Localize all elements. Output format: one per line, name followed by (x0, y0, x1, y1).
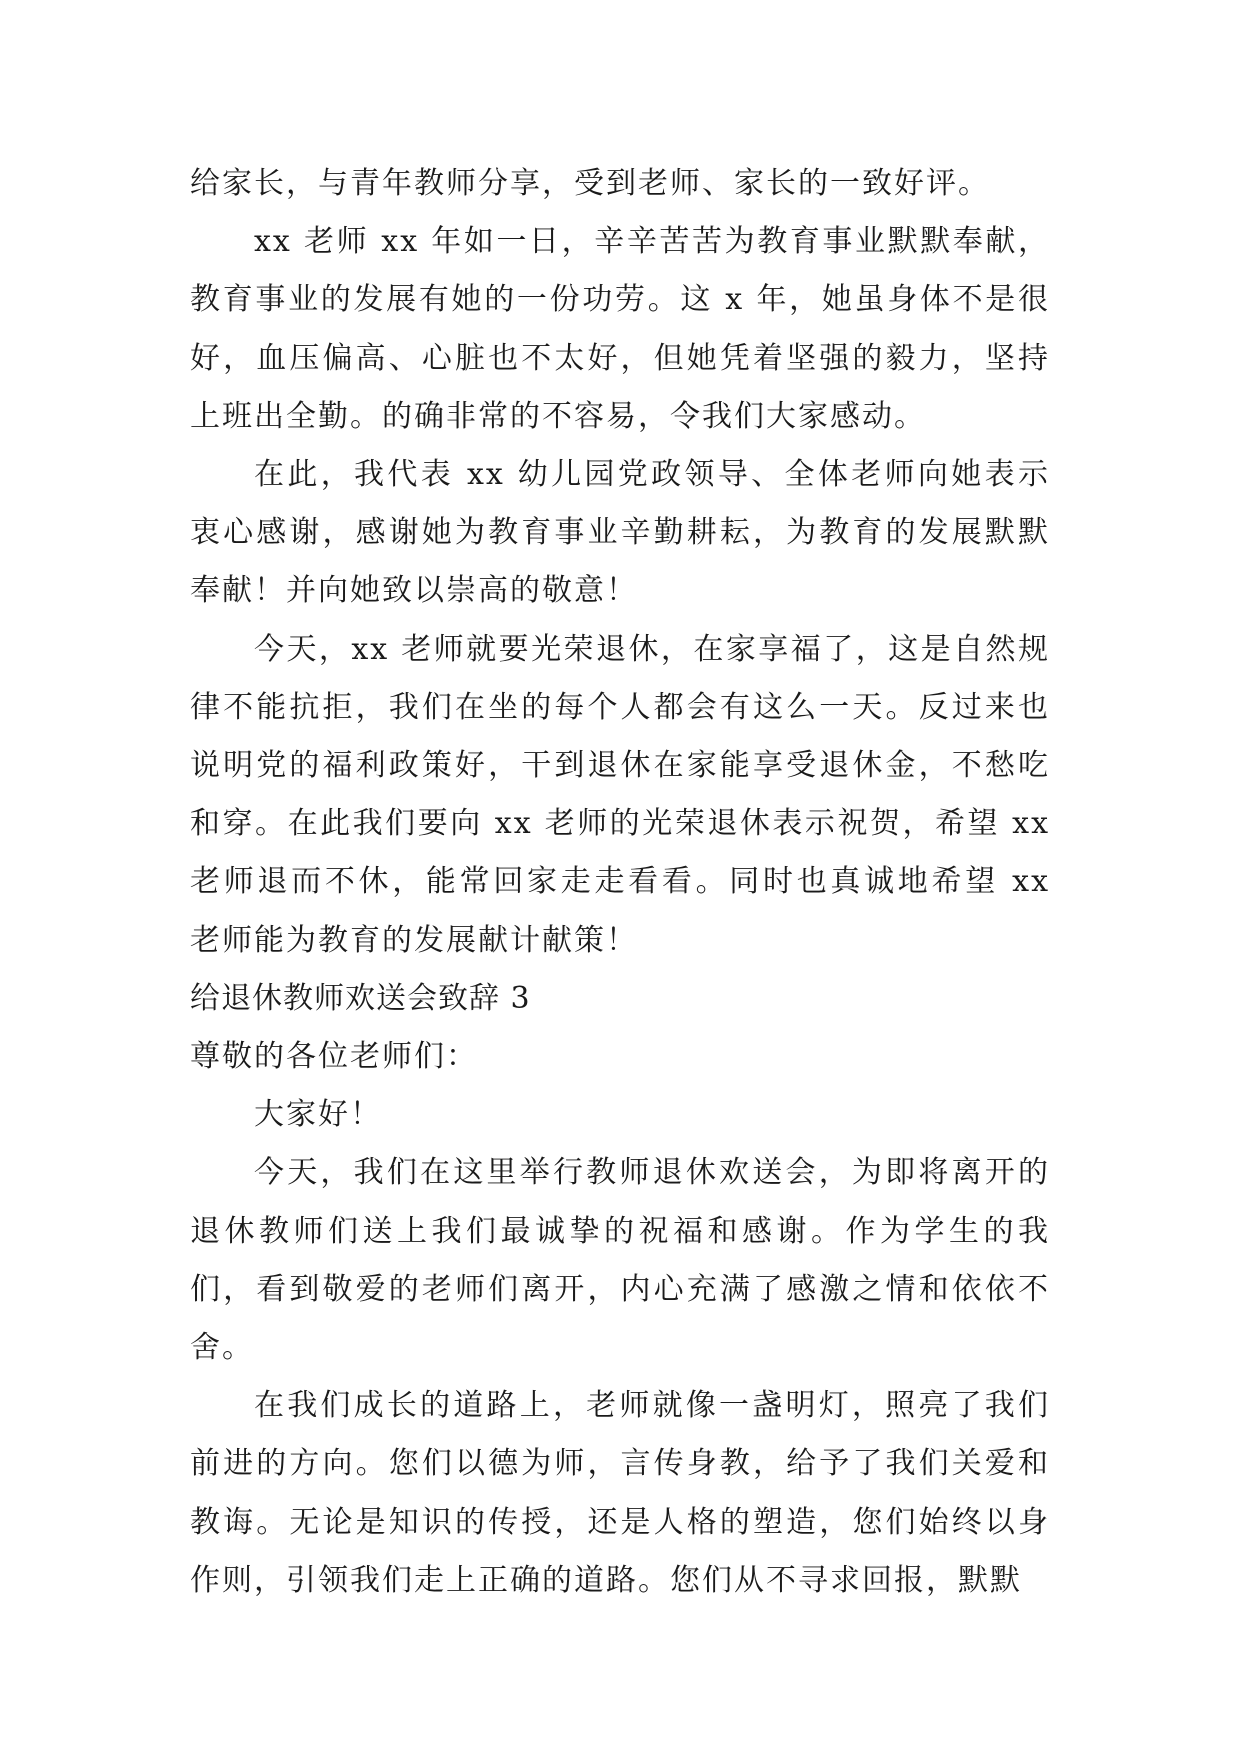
paragraph: 今天，我们在这里举行教师退休欢送会，为即将离开的退休教师们送上我们最诚挚的祝福和感谢。作为学生的我们，看到敬爱的老师们离开，内心充满了感激之情和依依不舍。 (190, 1155, 1050, 1366)
paragraph: xx 老师 xx 年如一日，辛辛苦苦为教育事业默默奉献，教育事业的发展有她的一份功劳。这 x 年，她虽身体不是很好，血压偏高、心脏也不太好，但她凭着坚强的毅力，坚持上班出全勤。的确非常的不容易，令我们大家感动。 (190, 224, 1050, 434)
paragraph: 在我们成长的道路上，老师就像一盏明灯，照亮了我们前进的方向。您们以德为师，言传身教，给予了我们关爱和教诲。无论是知识的传授，还是人格的塑造，您们始终以身作则，引领我们走上正确的道路。您们从不寻求回报，默默 (190, 1388, 1050, 1598)
paragraph: 今天，xx 老师就要光荣退休，在家享福了，这是自然规律不能抗拒，我们在坐的每个人都会有这么一天。反过来也说明党的福利政策好，干到退休在家能享受退休金，不愁吃和穿。在此我们要向 xx 老师的光荣退休表示祝贺，希望 xx 老师退而不休，能常回家走走看看。同时也真诚地希望 xx 老师能为教育的发展献计献策！ (190, 631, 1050, 958)
salutation: 尊敬的各位老师们： (190, 1039, 478, 1075)
document-body (190, 155, 1050, 1610)
greeting: 大家好！ (254, 1097, 382, 1133)
paragraph: 在此，我代表 xx 幼儿园党政领导、全体老师向她表示衷心感谢，感谢她为教育事业辛勤耕耘，为教育的发展默默奉献！并向她致以崇高的敬意！ (190, 457, 1050, 609)
paragraph: 给家长，与青年教师分享，受到老师、家长的一致好评。 (190, 166, 990, 201)
section-heading: 给退休教师欢送会致辞 3 (190, 980, 531, 1016)
